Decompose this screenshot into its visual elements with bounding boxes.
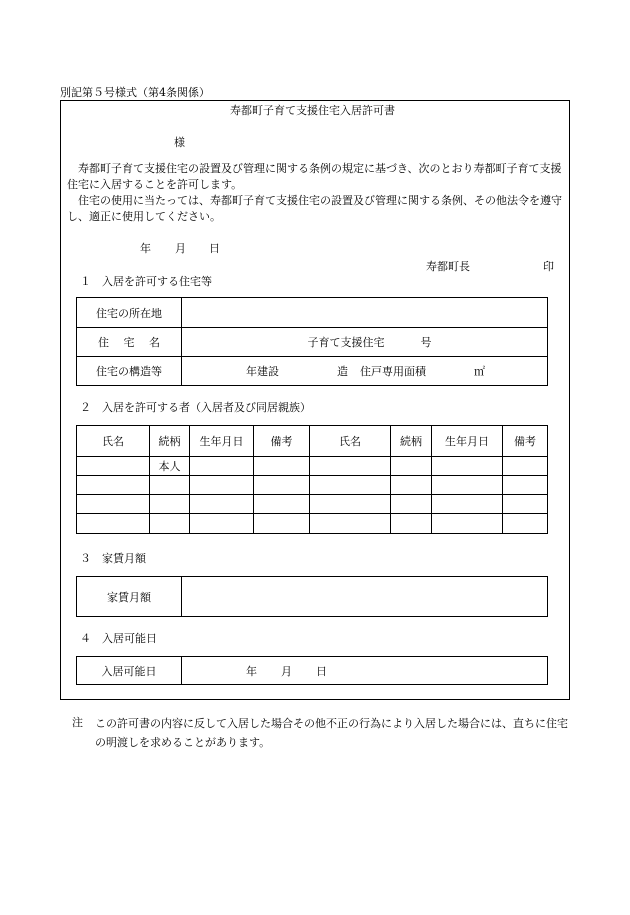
housing-location-label: 住宅の所在地 — [77, 298, 182, 328]
rent-value — [182, 577, 548, 617]
section3-heading: ３ 家賃月額 — [80, 552, 146, 565]
housing-name-value — [182, 328, 548, 357]
col-header: 続柄 — [150, 426, 190, 457]
section2-heading: ２ 入居を許可する者（入居者及び同居親族） — [80, 401, 311, 414]
housing-location-value — [182, 298, 548, 328]
paragraph-2: 住宅の使用に当たっては、寿都町子育て支援住宅の設置及び管理に関する条例、その他法令を遵守し、適正に使用してください。 — [67, 194, 562, 223]
housing-number-suffix: 号 — [420, 336, 432, 349]
table-row — [77, 476, 548, 495]
issuer: 寿都町長 — [426, 260, 470, 273]
col-header: 生年月日 — [190, 426, 254, 457]
addressee-suffix: 様 — [174, 136, 185, 149]
date-year: 年 — [140, 242, 151, 255]
rent-table — [76, 576, 548, 617]
table-row — [77, 495, 548, 514]
housing-name-label: 住 宅 名 — [77, 328, 182, 357]
table-row — [77, 514, 548, 534]
col-header: 生年月日 — [432, 426, 503, 457]
seal-mark: 印 — [543, 260, 554, 273]
floor-area-label: 住戸専用面積 — [360, 365, 426, 378]
form-label: 別記第５号様式（第4条関係） — [60, 86, 210, 99]
built-year-suffix: 年建設 — [246, 365, 279, 378]
col-header: 氏名 — [77, 426, 150, 457]
move-in-month: 月 — [281, 664, 292, 678]
document-title: 寿都町子育て支援住宅入居許可書 — [230, 104, 395, 117]
move-in-table — [76, 656, 548, 685]
move-in-date-value — [182, 657, 548, 685]
housing-structure-value — [182, 357, 548, 386]
date-day: 日 — [209, 242, 220, 255]
move-in-year: 年 — [246, 664, 257, 678]
rent-label: 家賃月額 — [77, 577, 182, 617]
housing-name-prefix: 子育て支援住宅 — [307, 336, 385, 349]
structure-suffix: 造 — [337, 365, 348, 378]
housing-structure-label: 住宅の構造等 — [77, 357, 182, 386]
note-label: 注 — [72, 716, 83, 729]
section1-heading: １ 入居を許可する住宅等 — [80, 275, 212, 288]
section4-heading: ４ 入居可能日 — [80, 632, 157, 645]
relation-self: 本人 — [150, 457, 190, 476]
col-header: 続柄 — [391, 426, 432, 457]
date-month: 月 — [175, 242, 186, 255]
note-text: この許可書の内容に反して入居した場合その他不正の行為により入居した場合には、直ちに住宅の明渡しを求めることがあります。 — [95, 717, 568, 749]
col-header: 氏名 — [310, 426, 391, 457]
move-in-label: 入居可能日 — [77, 657, 182, 685]
move-in-day: 日 — [316, 664, 327, 678]
residents-table — [76, 425, 548, 534]
area-unit: ㎡ — [474, 365, 485, 378]
col-header: 備考 — [254, 426, 310, 457]
paragraph-1: 寿都町子育て支援住宅の設置及び管理に関する条例の規定に基づき、次のとおり寿都町子育て支援住宅に入居することを許可します。 — [67, 162, 562, 191]
table-row — [77, 457, 548, 476]
housing-table — [76, 297, 548, 386]
col-header: 備考 — [503, 426, 548, 457]
